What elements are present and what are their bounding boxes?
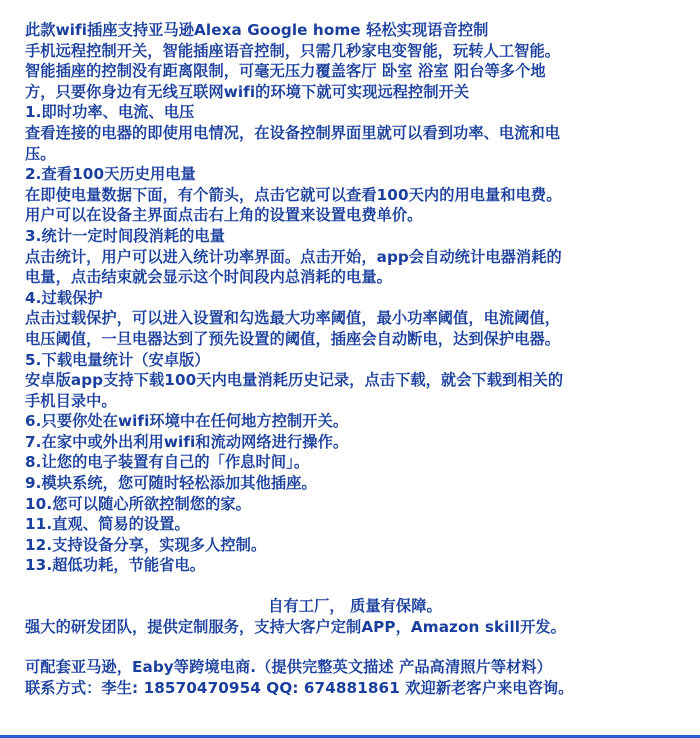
- product-description: [25, 20, 685, 698]
- spacer: [25, 576, 685, 596]
- intro-line: 智能插座的控制没有距离限制，可毫无压力覆盖客厅 卧室 浴室 阳台等多个地: [25, 62, 546, 81]
- feature-item: 12.支持设备分享，实现多人控制。: [25, 535, 267, 554]
- feature-item: 6.只要你处在wifi环境中在任何地方控制开关。: [25, 412, 349, 431]
- feature-item: 13.超低功耗，节能省电。: [25, 556, 206, 575]
- feature-text: 用户可以在设备主界面点击右上角的设置来设置电费单价。: [25, 206, 423, 225]
- spacer: [25, 637, 685, 657]
- feature-text: 查看连接的电器的即使用电情况，在设备控制界面里就可以看到功率、电流和电: [25, 123, 561, 142]
- intro-line: 方，只要你身边有无线互联网wifi的环境下就可实现远程控制开关: [25, 82, 470, 101]
- feature-heading: 3.统计一定时间段消耗的电量: [25, 226, 225, 245]
- feature-heading: 2.查看100天历史用电量: [25, 165, 196, 184]
- feature-item: 9.模块系统，您可随时轻松添加其他插座。: [25, 474, 317, 493]
- platforms-line: 可配套亚马逊，Eaby等跨境电商.（提供完整英文描述 产品高清照片等材料）: [25, 658, 552, 677]
- feature-item: 11.直观、简易的设置。: [25, 515, 190, 534]
- feature-heading: 4.过载保护: [25, 288, 103, 307]
- feature-text: 安卓版app支持下载100天内电量消耗历史记录，点击下载，就会下载到相关的: [25, 371, 564, 390]
- feature-item: 10.您可以随心所欲控制您的家。: [25, 494, 251, 513]
- intro-line: 此款wifi插座支持亚马逊Alexa Google home 轻松实现语音控制: [25, 21, 489, 39]
- contact-line: 联系方式：李生: 18570470954 QQ: 674881861 欢迎新老客户来电咨询。: [25, 678, 574, 697]
- feature-heading: 5.下载电量统计（安卓版）: [25, 350, 210, 369]
- intro-line: 手机远程控制开关，智能插座语音控制，只需几秒家电变智能，玩转人工智能。: [25, 41, 561, 60]
- feature-text: 点击统计，用户可以进入统计功率界面。点击开始，app会自动统计电器消耗的: [25, 247, 562, 266]
- rnd-line: 强大的研发团队，提供定制服务，支持大客户定制APP，Amazon skill开发。: [25, 617, 566, 636]
- feature-text: 点击过载保护，可以进入设置和勾选最大功率阈值，最小功率阈值，电流阈值，: [25, 309, 561, 328]
- feature-item: 8.让您的电子装置有自己的「作息时间」。: [25, 453, 310, 472]
- feature-text: 手机目录中。: [25, 391, 117, 410]
- feature-text: 在即使电量数据下面，有个箭头，点击它就可以查看100天内的用电量和电费。: [25, 185, 562, 204]
- feature-text: 压。: [25, 144, 56, 163]
- factory-line: 自有工厂， 质量有保障。: [268, 597, 442, 616]
- feature-text: 电量，点击结束就会显示这个时间段内总消耗的电量。: [25, 268, 392, 287]
- feature-item: 7.在家中或外出利用wifi和流动网络进行操作。: [25, 432, 349, 451]
- feature-text: 电压阈值，一旦电器达到了预先设置的阈值，插座会自动断电，达到保护电器。: [25, 329, 561, 348]
- feature-heading: 1.即时功率、电流、电压: [25, 103, 195, 122]
